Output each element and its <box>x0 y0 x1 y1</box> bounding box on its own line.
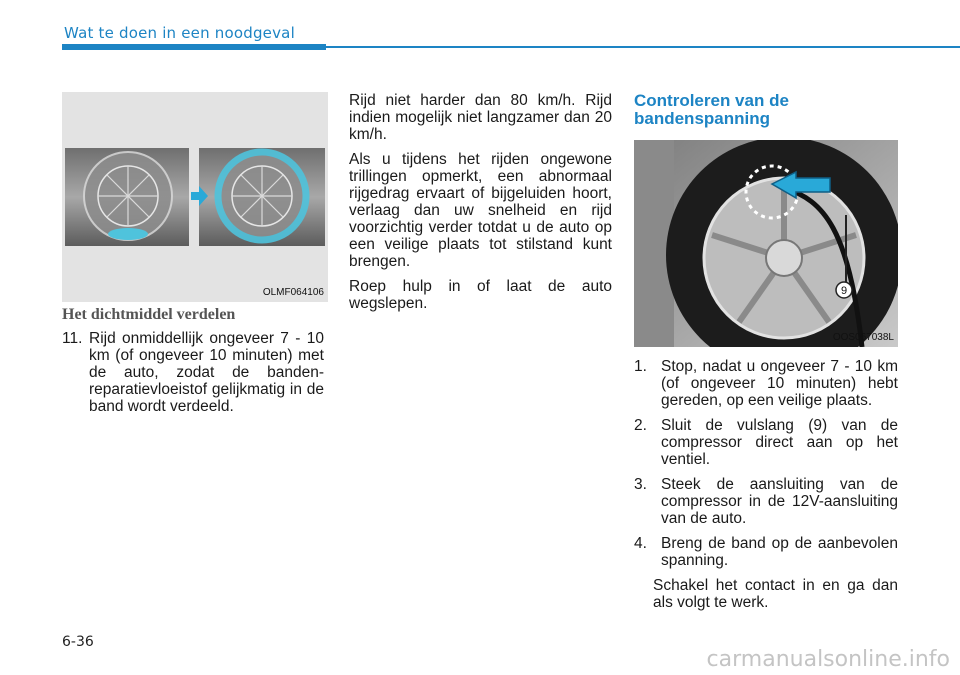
step-number: 11. <box>62 330 83 347</box>
sealant-pool <box>108 228 148 240</box>
section-header-title: Wat te doen in een noodgeval <box>64 24 295 42</box>
step-number: 2. <box>634 417 647 434</box>
step-note: Schakel het contact in en ga dan als volgt te werk. <box>653 577 898 611</box>
paragraph: Roep hulp in of laat de auto wegslepen. <box>349 278 612 312</box>
step-text: Rijd onmiddellijk ongeveer 7 - 10 km (of ongeveer 10 minuten) met de auto, zodat de banden-reparatievloeistof gelijkmatig in de band wordt verdeeld. <box>89 330 324 415</box>
figure-caption: OLMF064106 <box>262 287 324 298</box>
step-text: Stop, nadat u ongeveer 7 - 10 km (of ongeveer 10 minuten) hebt gereden, op een veilige plaats. <box>661 358 898 409</box>
right-column-steps <box>634 358 898 619</box>
step-item <box>634 417 898 468</box>
middle-column-text <box>349 92 612 320</box>
step-item <box>62 330 324 415</box>
page-number: 6-36 <box>62 634 94 650</box>
step-item <box>634 476 898 527</box>
watermark: carmanualsonline.info <box>706 647 950 672</box>
subheading-distribute-sealant: Het dichtmiddel verdelen <box>62 306 236 323</box>
figure-compressor-hose <box>634 140 898 347</box>
callout-number: 9 <box>840 285 848 297</box>
tire-before <box>84 152 172 240</box>
figure-caption: OOS067038L <box>832 332 894 343</box>
paragraph: Als u tijdens het rijden ongewone trillingen opmerkt, een abnormaal rijgedrag ervaart of bijgeluiden hoort, verlaag dan uw snelheid en rijd voorzichtig verder totdat u de auto op een veilige plaats tot stilstand kunt brengen. <box>349 151 612 270</box>
tire-after <box>218 152 306 240</box>
step-text: Sluit de vulslang (9) van de compressor direct aan op het ventiel. <box>661 417 898 468</box>
header-bar-thin <box>326 46 960 48</box>
step-text: Breng de band op de aanbevolen spanning. <box>661 535 898 569</box>
step-number: 3. <box>634 476 647 493</box>
paragraph: Rijd niet harder dan 80 km/h. Rijd indien mogelijk niet langzamer dan 20 km/h. <box>349 92 612 143</box>
tire-valve-illustration <box>634 140 898 347</box>
figure-sealant-distribution <box>62 92 328 302</box>
step-item <box>634 358 898 409</box>
step-number: 1. <box>634 358 647 375</box>
step-item <box>634 535 898 569</box>
step-text: Steek de aansluiting van de compressor in de 12V-aansluiting van de auto. <box>661 476 898 527</box>
section-title-check-pressure: Controleren van de bandenspanning <box>634 91 789 128</box>
step-number: 4. <box>634 535 647 552</box>
left-column-steps <box>62 330 324 415</box>
sealant-distribution-illustration <box>62 92 328 302</box>
header-bar-thick <box>62 44 326 50</box>
